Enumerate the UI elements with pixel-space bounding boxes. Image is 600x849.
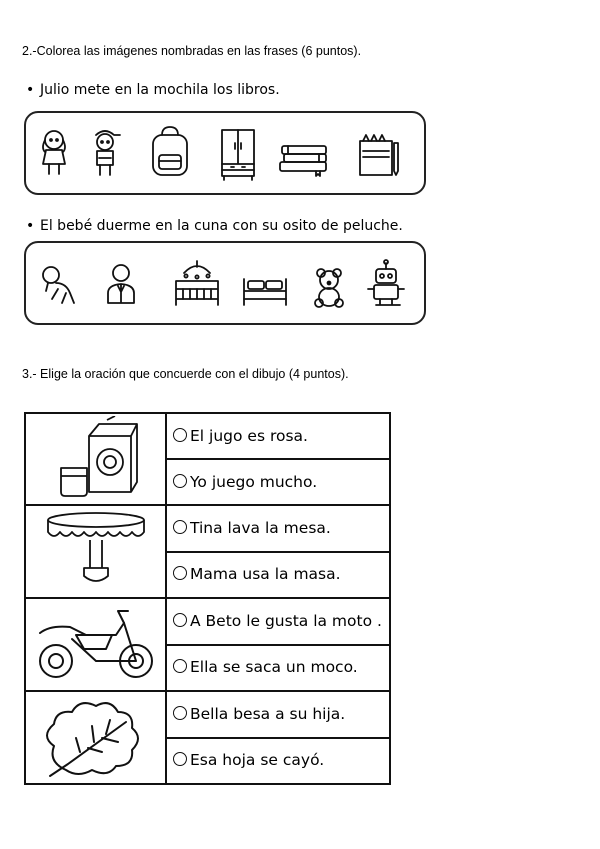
motorcycle-cell xyxy=(25,598,166,691)
bullet: • xyxy=(26,82,35,98)
leaf-cell xyxy=(25,691,166,784)
radio-circle[interactable] xyxy=(173,428,187,442)
radio-circle[interactable] xyxy=(173,752,187,766)
section3-heading: 3.- Elige la oración que concuerde con el dibujo (4 puntos). xyxy=(22,367,349,381)
option-text: A Beto le gusta la moto . xyxy=(190,611,382,630)
juice-carton-icon xyxy=(41,416,151,498)
section2-heading: 2.-Colorea las imágenes nombradas en las frases (6 puntos). xyxy=(22,44,362,58)
sentence-2 xyxy=(26,218,403,234)
radio-circle[interactable] xyxy=(173,706,187,720)
robot-icon xyxy=(368,260,404,305)
man-icon xyxy=(108,265,134,303)
books-icon xyxy=(280,146,326,176)
option-cell[interactable] xyxy=(166,505,390,552)
table-cell xyxy=(25,505,166,598)
bullet: • xyxy=(26,218,35,234)
option-cell[interactable] xyxy=(166,413,390,459)
option-cell[interactable] xyxy=(166,598,390,645)
radio-circle[interactable] xyxy=(173,474,187,488)
girl-icon xyxy=(43,131,65,174)
radio-circle[interactable] xyxy=(173,613,187,627)
sentence-1 xyxy=(26,82,280,98)
table-icon xyxy=(36,506,156,592)
option-text: Bella besa a su hija. xyxy=(190,704,346,723)
option-text: Mama usa la masa. xyxy=(190,565,341,584)
option-text: Ella se saca un moco. xyxy=(190,658,358,677)
leaf-icon xyxy=(36,692,156,778)
option-cell[interactable] xyxy=(166,459,390,505)
option-text: El jugo es rosa. xyxy=(190,426,308,445)
option-cell[interactable] xyxy=(166,645,390,692)
radio-circle[interactable] xyxy=(173,520,187,534)
teddy-bear-icon xyxy=(315,269,343,307)
image-strip-2 xyxy=(24,241,426,325)
boy-icon xyxy=(96,131,120,175)
crayons-icon xyxy=(360,135,398,175)
option-text: Yo juego mucho. xyxy=(190,472,318,491)
option-cell[interactable] xyxy=(166,552,390,599)
option-cell[interactable] xyxy=(166,738,390,785)
motorcycle-icon xyxy=(32,599,160,685)
radio-circle[interactable] xyxy=(173,566,187,580)
crib-icon xyxy=(176,261,218,305)
juice-carton-cell xyxy=(25,413,166,505)
baby-icon xyxy=(43,267,74,303)
option-text: Esa hoja se cayó. xyxy=(190,751,325,770)
option-cell[interactable] xyxy=(166,691,390,738)
bed-icon xyxy=(244,279,286,305)
sentence-2-text: El bebé duerme en la cuna con su osito de peluche. xyxy=(40,218,403,234)
radio-circle[interactable] xyxy=(173,659,187,673)
sentence-choice-table xyxy=(24,412,391,785)
option-text: Tina lava la mesa. xyxy=(190,518,331,537)
backpack-icon xyxy=(153,127,187,175)
image-strip-1 xyxy=(24,111,426,195)
wardrobe-icon xyxy=(222,130,254,180)
sentence-1-text: Julio mete en la mochila los libros. xyxy=(40,82,280,98)
